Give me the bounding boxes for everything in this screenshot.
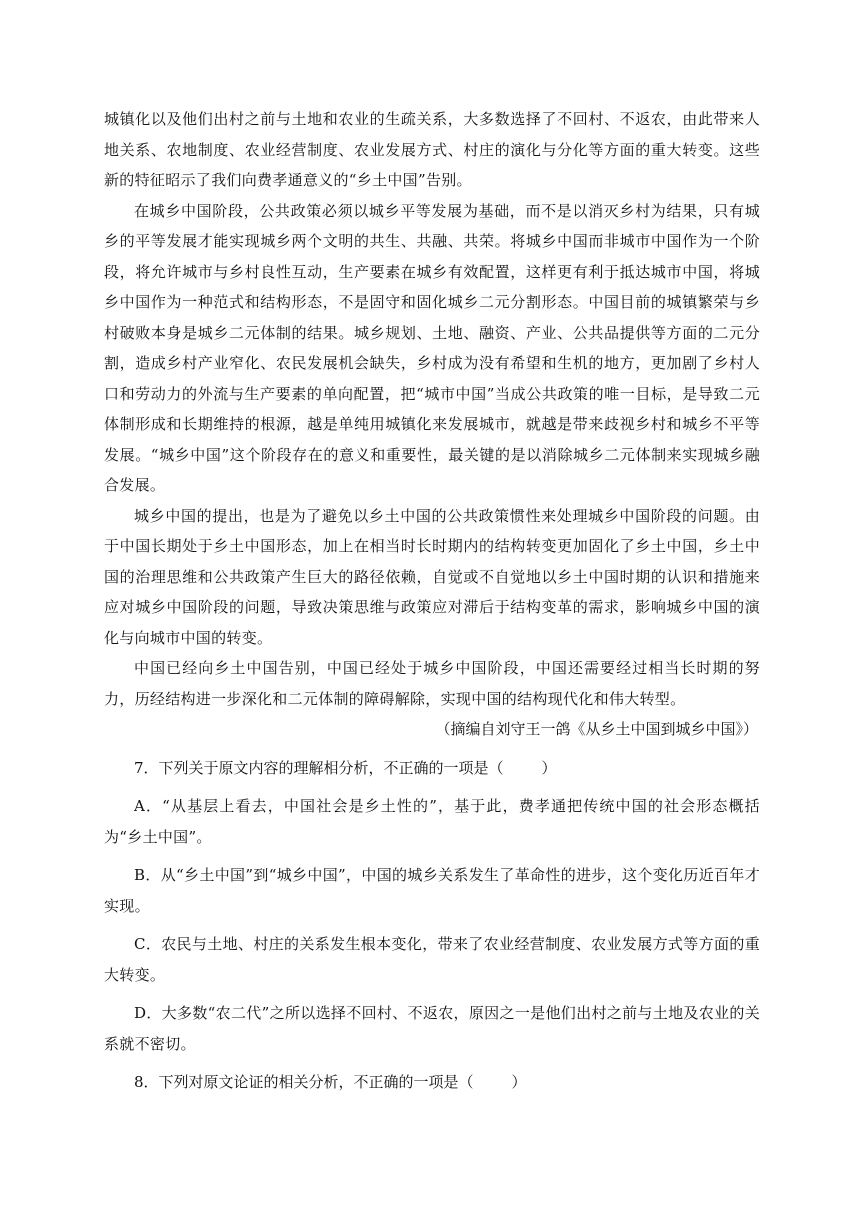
paragraph-4: 中国已经向乡土中国告别，中国已经处于城乡中国阶段，中国还需要经过相当长时期的努力，历经结构进一步深化和二元体制的障碍解除，实现中国的结构现代化和伟大转型。 — [104, 659, 760, 708]
paragraph-3: 城乡中国的提出，也是为了避免以乡土中国的公共政策惯性来处理城乡中国阶段的问题。由于中国长期处于乡土中国形态，加上在相当时长时期内的结构转变更加固化了乡土中国，乡土中国的治理思维和公共政策产生巨大的路径依赖，自觉或不自觉地以乡土中国时期的认识和措施来应对城乡中国阶段的问题，导致决策思维与政策应对滞后于结构变革的需求，影响城乡中国的演化与向城市中国的转变。 — [104, 506, 760, 647]
question-7-option-c: C．农民与土地、村庄的关系发生根本变化，带来了农业经营制度、农业发展方式等方面的重大转变。 — [104, 935, 760, 984]
question-7-option-b: B．从“乡土中国”到“城乡中国”，中国的城乡关系发生了革命性的进步，这个变化历近百年才实现。 — [104, 866, 760, 915]
question-8-stem — [104, 1067, 760, 1098]
question-7-stem — [104, 753, 760, 784]
paragraph-2: 在城乡中国阶段，公共政策必须以城乡平等发展为基础，而不是以消灭乡村为结果，只有城乡的平等发展才能实现城乡两个文明的共生、共融、共荣。将城乡中国而非城市中国作为一个阶段，将允许城市与乡村良性互动，生产要素在城乡有效配置，这样更有利于抵达城市中国，将城乡中国作为一种范式和结构形态，不是固守和固化城乡二元分割形态。中国目前的城镇繁荣与乡村破败本身是城乡二元体制的结果。城乡规划、土地、融资、产业、公共品提供等方面的二元分割，造成乡村产业窄化、农民发展机会缺失，乡村成为没有希望和生机的地方，更加剧了乡村人口和劳动力的外流与生产要素的单向配置，把“城市中国”当成公共政策的唯一目标，是导致二元体制形成和长期维持的根源，越是单纯用城镇化来发展城市，就越是带来歧视乡村和城乡不平等发展。“城乡中国”这个阶段存在的意义和重要性，最关键的是以消除城乡二元体制来实现城乡融合发展。 — [104, 201, 760, 494]
paragraph-1: 城镇化以及他们出村之前与土地和农业的生疏关系，大多数选择了不回村、不返农，由此带来人地关系、农地制度、农业经营制度、农业发展方式、村庄的演化与分化等方面的重大转变。这些新的特征昭示了我们向费孝通意义的“乡土中国”告别。 — [104, 110, 760, 189]
question-7-option-a: A．“从基层上看去，中国社会是乡土性的”，基于此，费孝通把传统中国的社会形态概括为“乡土中国”。 — [104, 797, 760, 846]
question-7-text: 7．下列关于原文内容的理解相分析，不正确的一项是（ — [134, 758, 504, 777]
question-7-option-d: D．大多数“农二代”之所以选择不回村、不返农，原因之一是他们出村之前与土地及农业的关系就不密切。 — [104, 1004, 760, 1053]
question-7-bracket-close: ） — [541, 758, 557, 777]
source-citation: （摘编自刘守王一鸽《从乡土中国到城乡中国》） — [435, 720, 758, 738]
question-8-bracket-close: ） — [511, 1073, 527, 1091]
question-8-text: 8．下列对原文论证的相关分析，不正确的一项是（ — [134, 1073, 474, 1091]
